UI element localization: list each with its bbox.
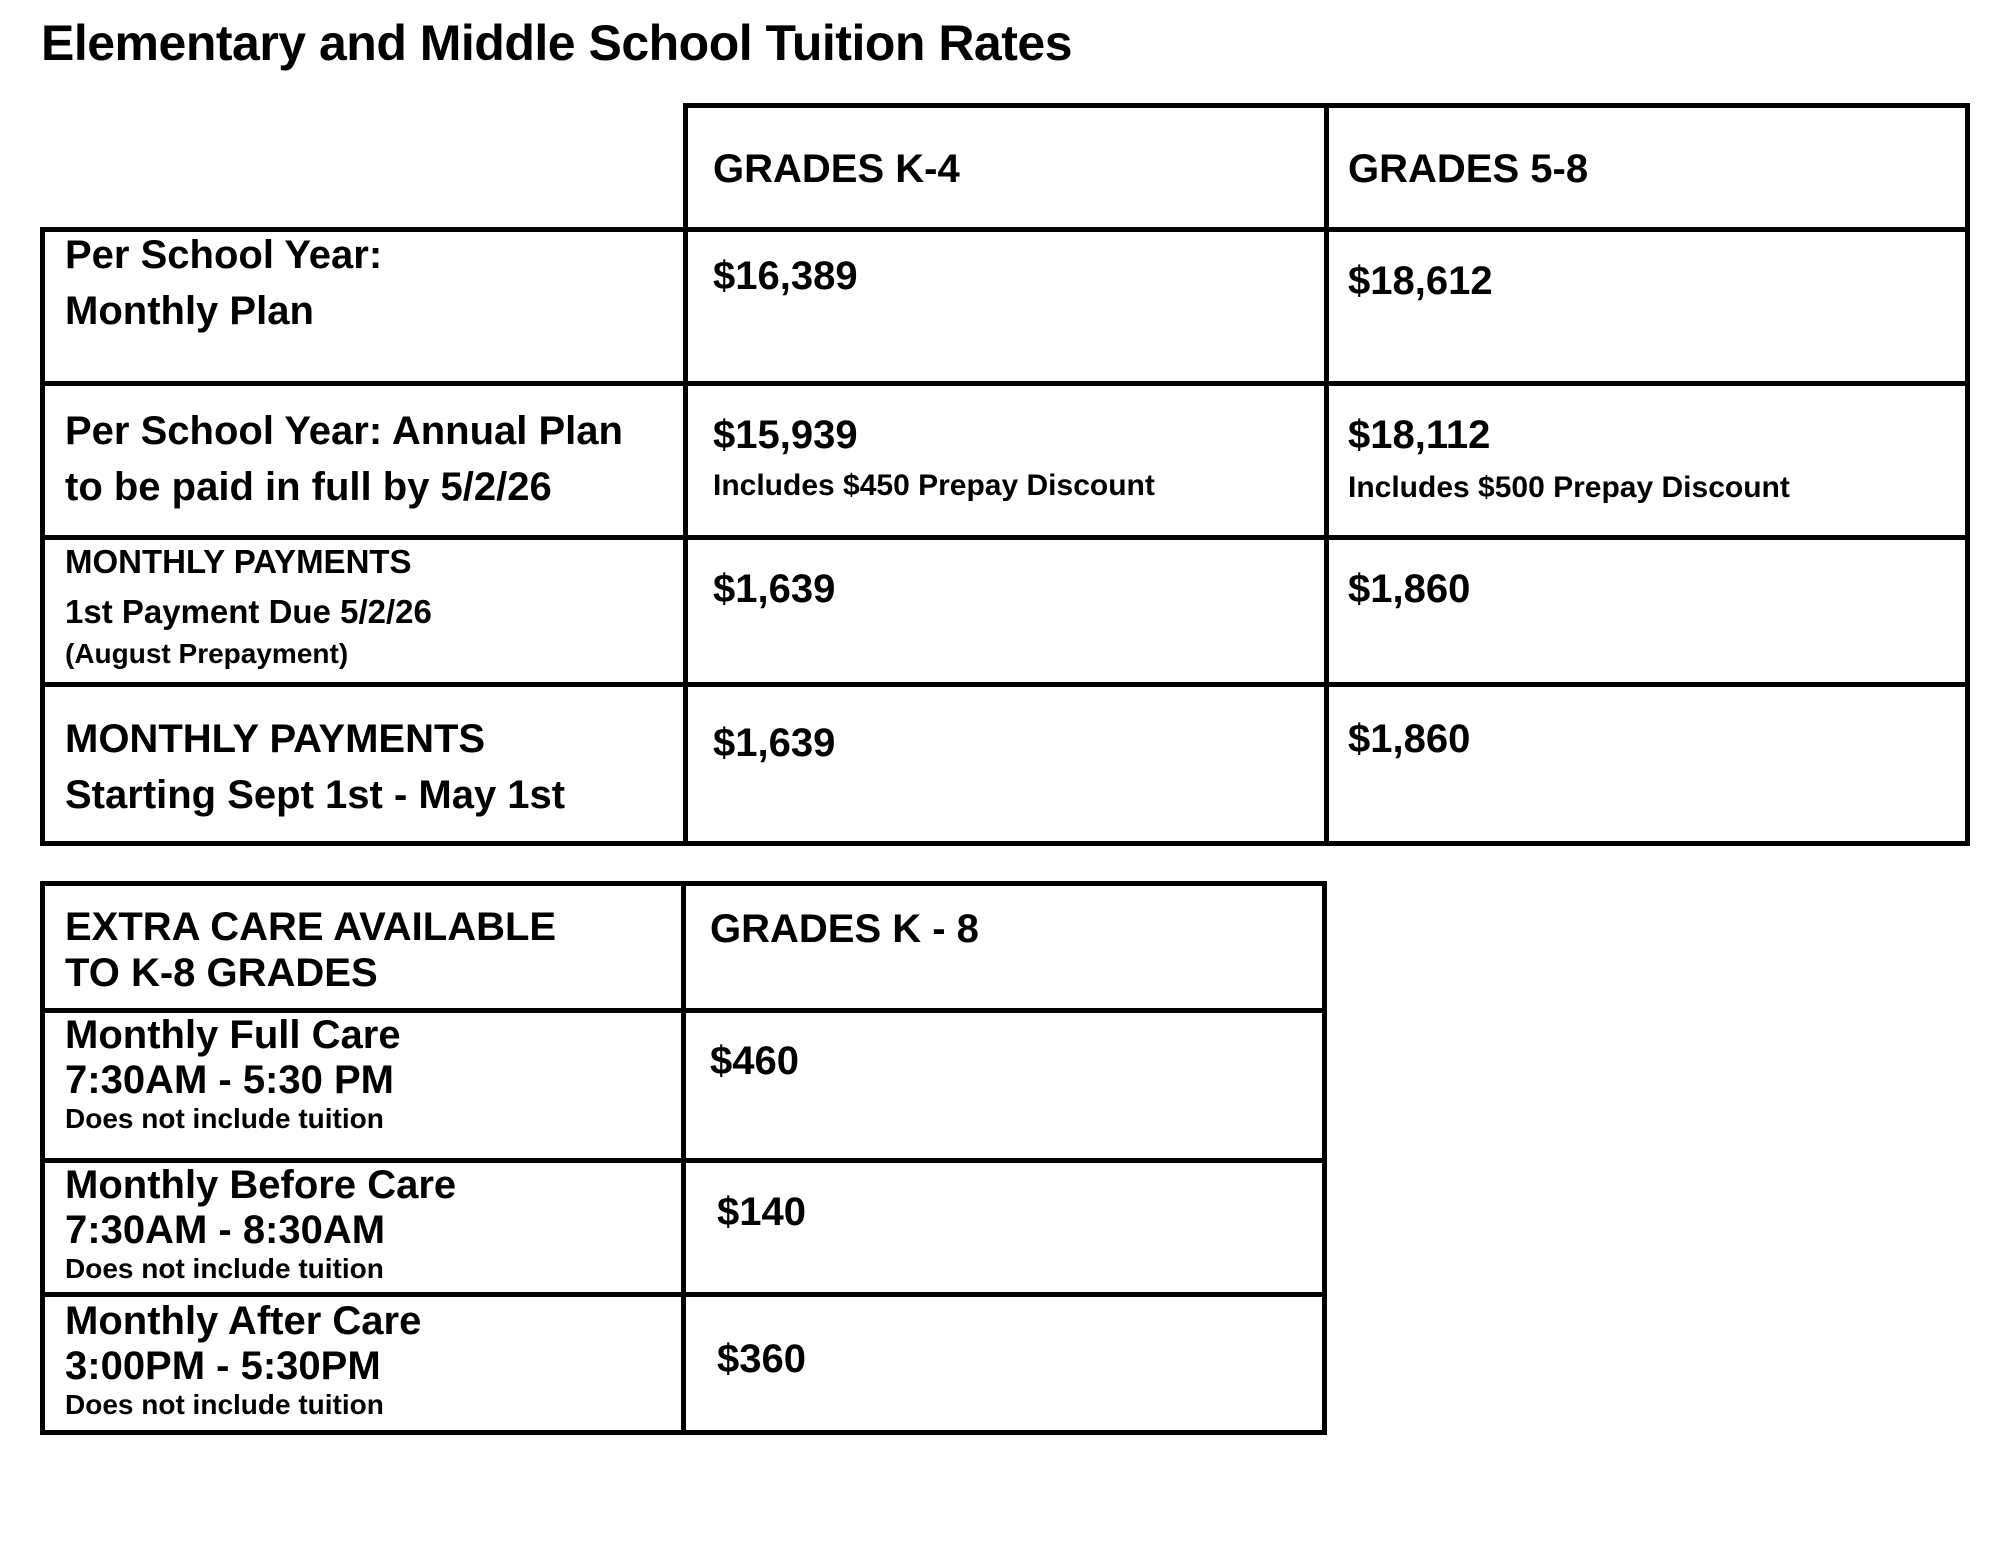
table-cell-5-8 <box>1324 535 1970 687</box>
price-value: $1,639 <box>713 567 836 611</box>
extra-care-price-cell <box>681 1292 1327 1435</box>
table-row-label <box>40 682 688 846</box>
care-price: $360 <box>717 1337 806 1381</box>
care-note: Does not include tuition <box>65 1389 384 1420</box>
care-price: $460 <box>710 1039 799 1083</box>
header-cell-k4 <box>683 103 1329 232</box>
row-label-line: 1st Payment Due 5/2/26 <box>65 593 432 630</box>
row-label-line: Starting Sept 1st - May 1st <box>65 773 566 817</box>
care-label <box>65 1163 456 1285</box>
price-value: $16,389 <box>713 254 858 298</box>
extra-care-row-label <box>40 1008 686 1163</box>
care-hours: 7:30AM - 8:30AM <box>65 1208 386 1252</box>
price-value: $18,612 <box>1348 259 1493 303</box>
header-label-line: EXTRA CARE AVAILABLE <box>65 905 557 949</box>
extra-care-header-column-cell <box>681 881 1327 1013</box>
discount-note: Includes $450 Prepay Discount <box>713 469 1155 502</box>
table-cell-k4 <box>683 381 1329 540</box>
care-note: Does not include tuition <box>65 1103 384 1134</box>
extra-care-header-label-cell <box>40 881 686 1013</box>
column-header-k4: GRADES K-4 <box>713 147 960 191</box>
table-cell-k4 <box>683 227 1329 386</box>
table-cell-5-8 <box>1324 227 1970 386</box>
table-row-label <box>40 535 688 687</box>
extra-care-price-cell <box>681 1158 1327 1297</box>
care-label <box>65 1013 401 1135</box>
price-value: $1,860 <box>1348 567 1471 611</box>
extra-care-header-label <box>65 904 556 996</box>
header-label-line: TO K-8 GRADES <box>65 951 378 995</box>
row-label-line: Per School Year: Annual Plan <box>65 409 623 453</box>
table-row-label <box>40 227 688 386</box>
row-label <box>65 538 432 672</box>
price-value: $18,112 <box>1348 413 1491 457</box>
care-title: Monthly Before Care <box>65 1163 457 1207</box>
row-label-line: MONTHLY PAYMENTS <box>65 543 412 580</box>
table-cell-5-8 <box>1324 682 1970 846</box>
column-header-k8: GRADES K - 8 <box>710 907 979 951</box>
care-title: Monthly Full Care <box>65 1013 401 1057</box>
table-cell-k4 <box>683 682 1329 846</box>
row-label-line: Per School Year: <box>65 233 383 277</box>
extra-care-row-label <box>40 1158 686 1297</box>
page-title: Elementary and Middle School Tuition Rates <box>41 15 1073 71</box>
row-label-line: MONTHLY PAYMENTS <box>65 717 486 761</box>
row-label <box>65 227 382 339</box>
care-hours: 3:00PM - 5:30PM <box>65 1344 381 1388</box>
care-hours: 7:30AM - 5:30 PM <box>65 1058 394 1102</box>
care-note: Does not include tuition <box>65 1253 384 1284</box>
row-label-note: (August Prepayment) <box>65 638 349 669</box>
row-label <box>65 403 623 515</box>
table-cell-k4 <box>683 535 1329 687</box>
care-price: $140 <box>717 1190 806 1234</box>
row-label-line: to be paid in full by 5/2/26 <box>65 465 552 509</box>
care-title: Monthly After Care <box>65 1299 422 1343</box>
header-cell-5-8 <box>1324 103 1970 232</box>
discount-note: Includes $500 Prepay Discount <box>1348 471 1790 504</box>
extra-care-price-cell <box>681 1008 1327 1163</box>
price-value: $1,639 <box>713 721 836 765</box>
column-header-5-8: GRADES 5-8 <box>1348 147 1589 191</box>
extra-care-row-label <box>40 1292 686 1435</box>
row-label-line: Monthly Plan <box>65 289 314 333</box>
price-value: $15,939 <box>713 413 858 457</box>
table-row-label <box>40 381 688 540</box>
row-label <box>65 711 565 823</box>
table-cell-5-8 <box>1324 381 1970 540</box>
care-label <box>65 1299 421 1421</box>
price-value: $1,860 <box>1348 717 1471 761</box>
